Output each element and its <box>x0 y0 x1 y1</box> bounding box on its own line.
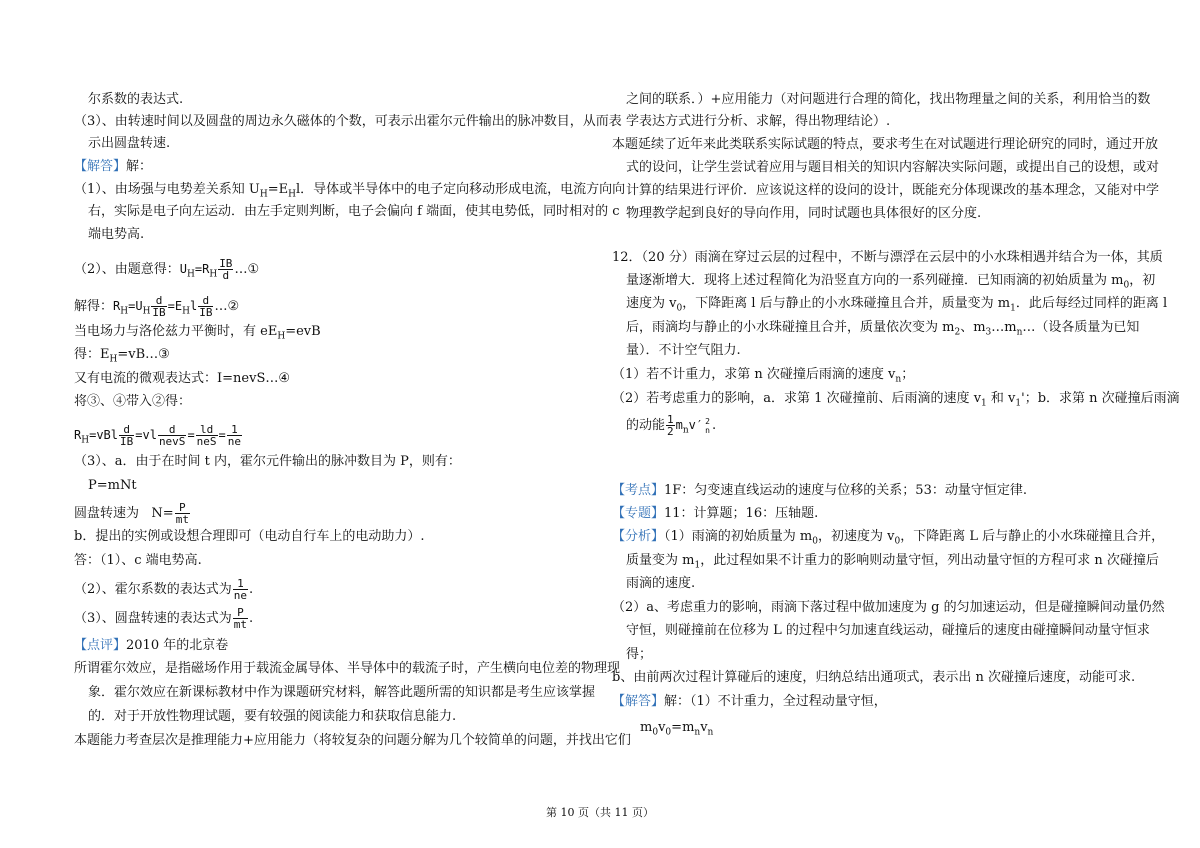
question-12-line: 量）．不计空气阻力. <box>626 343 741 358</box>
fraction: $\frac{IB}{d}$ <box>219 257 233 282</box>
section-kaodian: 【考点】1F：匀变速直线运动的速度与位移的关系；53：动量守恒定律. <box>612 483 1027 498</box>
text-line: 又有电流的微观表达式：I=nevS…④ <box>74 371 290 386</box>
section-label: 【专题】 <box>612 506 665 521</box>
text-line: 学表达方式进行分析、求解，得出物理结论）. <box>626 114 891 129</box>
equation-line: 解得：$R_H=U_H$ $\frac{d}{IB}$ $=E_Hl$ $\frac{d}{IB}$ …② <box>74 294 240 319</box>
text-line: 端电势高. <box>88 227 145 242</box>
page-footer: 第 10 页（共 11 页） <box>546 806 654 819</box>
equation-line: $m_0v_0=m_nv_n$ <box>640 720 714 738</box>
text-line: b、由前两次过程计算碰后的速度，归纳总结出通项式，表示出 n 次碰撞后速度，动能可求. <box>612 670 1136 685</box>
equation-line: （3）、圆盘转速的表达式为 $\frac{P}{mt}$ . <box>74 606 254 631</box>
text-line: 计算的结果进行评价．应该说这样的设问的设计，既能充分体现课改的基本理念，又能对中学 <box>626 183 1160 198</box>
section-label: 【分析】 <box>612 529 665 544</box>
text-line: 守恒，则碰撞前在位移为 L 的过程中匀加速直线运动，碰撞后的速度由碰撞瞬间动量守恒求 <box>626 623 1150 638</box>
text-line: 尔系数的表达式. <box>88 92 184 107</box>
text-line: b．提出的实例或设想合理即可（电动自行车上的电动助力）. <box>74 529 425 544</box>
text-line: 的．对于开放性物理试题，要有较强的阅读能力和获取信息能力. <box>88 709 457 724</box>
section-label: 【点评】 <box>74 638 127 653</box>
question-12-line: 12．（20 分）雨滴在穿过云层的过程中，不断与漂浮在云层中的小水珠相遇并结合为一体，其质 <box>612 250 1163 265</box>
text-line: （3）、由转速时间以及圆盘的周边永久磁体的个数，可表示出霍尔元件输出的脉冲数目，从而表 <box>74 114 622 129</box>
text-line: 象．霍尔效应在新课标教材中作为课题研究材料，解答此题所需的知识都是考生应该掌握 <box>88 685 596 700</box>
text-line: 答：（1）、c 端电势高. <box>74 553 202 568</box>
question-12-part: （1）若不计重力，求第 n 次碰撞后雨滴的速度 $v_n$； <box>612 367 915 385</box>
text-line: 本题延续了近年来此类联系实际试题的特点，要求考生在对试题进行理论研究的同时，通过开放 <box>612 137 1159 152</box>
section-answer: 【解答】解：（1）不计重力，全过程动量守恒， <box>612 694 887 709</box>
text-line: 质量变为 $m_1$，此过程如果不计重力的影响则动量守恒，列出动量守恒的方程可求 n 次碰撞后 <box>626 553 1159 571</box>
equation-line: 圆盘转速为 N= $\frac{P}{mt}$ <box>74 501 189 526</box>
section-comment: 【点评】2010 年的北京卷 <box>74 638 229 653</box>
text-line: 所谓霍尔效应，是指磁场作用于载流金属导体、半导体中的载流子时，产生横向电位差的物理现 <box>74 661 621 676</box>
question-12-line: 量逐渐增大．现将上述过程简化为沿竖直方向的一系列碰撞．已知雨滴的初始质量为 $m_0$，初 <box>626 273 1156 291</box>
section-text: 解： <box>126 159 153 174</box>
text-line: P=mNt <box>88 478 137 493</box>
section-label: 【考点】 <box>612 483 665 498</box>
text-line: 物理教学起到良好的导向作用，同时试题也具体很好的区分度. <box>626 206 982 221</box>
text-line: 得：$E_H=vB\dots ③$ <box>74 347 170 365</box>
section-answer <box>74 159 152 175</box>
section-label: 【解答】 <box>74 159 127 174</box>
text-line: 得； <box>626 647 653 662</box>
question-12-part: （2）若考虑重力的影响，a．求第 1 次碰撞前、后雨滴的速度 $v_1$ 和 $v_1'$；b．求第 n 次碰撞后雨滴 <box>612 391 1180 409</box>
text-line: 本题能力考查层次是推理能力+应用能力（将较复杂的问题分解为几个较简单的问题，并找出它们 <box>74 733 631 748</box>
question-12-part: 的动能 $\frac{1}{2}$ $m_nv'$ 2 n . <box>626 413 717 438</box>
section-label: 【解答】 <box>612 694 665 709</box>
text-line: 雨滴的速度. <box>626 576 696 591</box>
text-line: （3）、a．由于在时间 t 内，霍尔元件输出的脉冲数目为 P，则有： <box>74 454 461 469</box>
question-12-line: 速度为 $v_0$，下降距离 l 后与静止的小水珠碰撞且合并，质量变为 $m_1$．此后每经过同样的距离 l <box>626 296 1168 314</box>
section-zhuanti: 【专题】11：计算题；16：压轴题. <box>612 506 819 521</box>
equation-line: （2）、霍尔系数的表达式为 $\frac{1}{ne}$ . <box>74 577 254 602</box>
equation-line: $R_H=vBl$ $\frac{d}{IB}$ =vl $\frac{d}{\text{nevS}}$ = $\frac{ld}{\text{neS}}$ = $\frac{1}{ne}$ <box>74 423 242 448</box>
text-line: 当电场力与洛伦兹力平衡时，有 $eE_H=evB$ <box>74 324 321 342</box>
question-12-line: 后，雨滴均与静止的小水珠碰撞且合并，质量依次变为 $m_2$、$m_3\dots m_n\dots$（设各质量为已知 <box>626 320 1140 338</box>
text-line: （2）a、考虑重力的影响，雨滴下落过程中做加速度为 g 的匀加速运动，但是碰撞瞬间动量仍然 <box>612 600 1165 615</box>
text-line: 之间的联系．）+应用能力（对问题进行合理的简化，找出物理量之间的关系，利用恰当的数 <box>626 92 1151 107</box>
text-line: 示出圆盘转速. <box>88 136 171 151</box>
text-line: （1）、由场强与电势差关系知 $U_H=E_Hl$．导体或半导体中的电子定向移动形成电流，电流方向向 <box>74 182 626 200</box>
text-line: 将③、④带入②得： <box>74 394 192 409</box>
section-fenxi: 【分析】（1）雨滴的初始质量为 $m_0$，初速度为 $v_0$，下降距离 L 后与静止的小水珠碰撞且合并， <box>612 529 1165 547</box>
text-line: 式的设问，让学生尝试着应用与题目相关的知识内容解决实际问题，或提出自己的设想，或对 <box>626 160 1160 175</box>
text-line: 右，实际是电子向左运动．由左手定则判断，电子会偏向 f 端面，使其电势低，同时相对的 c <box>88 204 620 219</box>
equation-line: （2）、由题意得：$U_H=R_H$ $\frac{IB}{d}$ …① <box>74 257 260 282</box>
